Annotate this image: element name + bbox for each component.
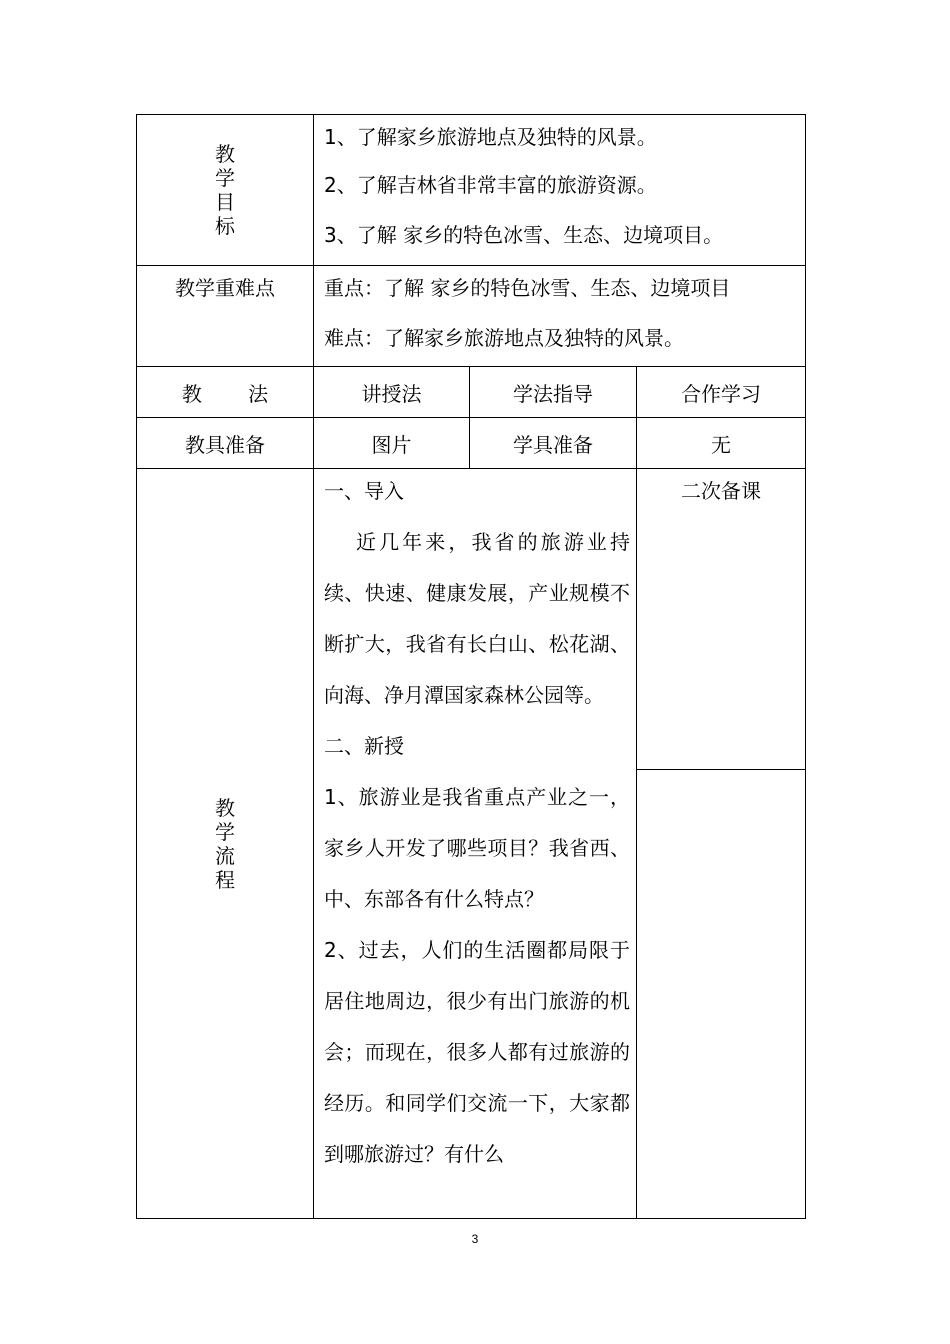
tools-label: 教具准备 [185,432,265,457]
objectives-content-cell [314,115,806,266]
new-heading: 二、新授 [324,734,404,758]
process-content-cell [314,469,637,1219]
method-value: 讲授法 [361,381,422,406]
second-prep-notes-cell [637,770,806,1219]
objective-item-1: 1、了解家乡旅游地点及独特的风景。 [324,125,657,149]
student-tools-label-cell [470,418,637,469]
intro-text: 近几年来，我省的旅游业持续、快速、健康发展，产业规模不断扩大，我省有长白山、松花湖、向海、净月潭国家森林公园等。 [324,530,630,707]
key-points-label-cell [137,266,314,367]
objective-item-2: 2、了解吉林省非常丰富的旅游资源。 [324,173,657,197]
method-value-cell [314,367,470,418]
objectives-row [137,115,806,266]
student-tools-value-cell [637,418,806,469]
study-value: 合作学习 [681,381,762,406]
objective-item-3: 3、了解 家乡的特色冰雪、生态、边境项目。 [324,223,724,247]
study-label-cell [470,367,637,418]
key-difficulty: 难点：了解家乡旅游地点及独特的风景。 [324,326,684,350]
page-number: 3 [471,1232,479,1246]
tools-value: 图片 [371,432,412,457]
lesson-plan-table [136,114,806,1219]
process-row-top [137,469,806,770]
study-label: 学法指导 [513,381,593,406]
student-tools-label: 学具准备 [513,432,593,457]
key-points-label: 教学重难点 [175,276,275,300]
second-prep-header: 二次备课 [681,479,762,503]
tools-row [137,418,806,469]
study-value-cell [637,367,806,418]
process-label: 教学流程 [215,795,235,892]
objectives-label-cell [137,115,314,266]
student-tools-value: 无 [711,432,732,457]
method-label: 教 法 [181,381,269,406]
objectives-label: 教学目标 [215,142,235,238]
key-points-row [137,266,806,367]
new-item-2: 2、过去，人们的生活圈都局限于居住地周边，很少有出门旅游的机会；而现在，很多人都有过旅游的经历。和同学们交流一下，大家都到哪旅游过？有什么 [324,938,630,1166]
tools-label-cell [137,418,314,469]
new-item-1: 1、旅游业是我省重点产业之一，家乡人开发了哪些项目？我省西、中、东部各有什么特点？ [324,785,630,911]
key-points-content-cell [314,266,806,367]
method-label-cell [137,367,314,418]
tools-value-cell [314,418,470,469]
process-label-cell [137,469,314,1219]
intro-heading: 一、导入 [324,479,404,503]
key-focus: 重点：了解 家乡的特色冰雪、生态、边境项目 [324,276,731,300]
method-row [137,367,806,418]
second-prep-cell [637,469,806,770]
